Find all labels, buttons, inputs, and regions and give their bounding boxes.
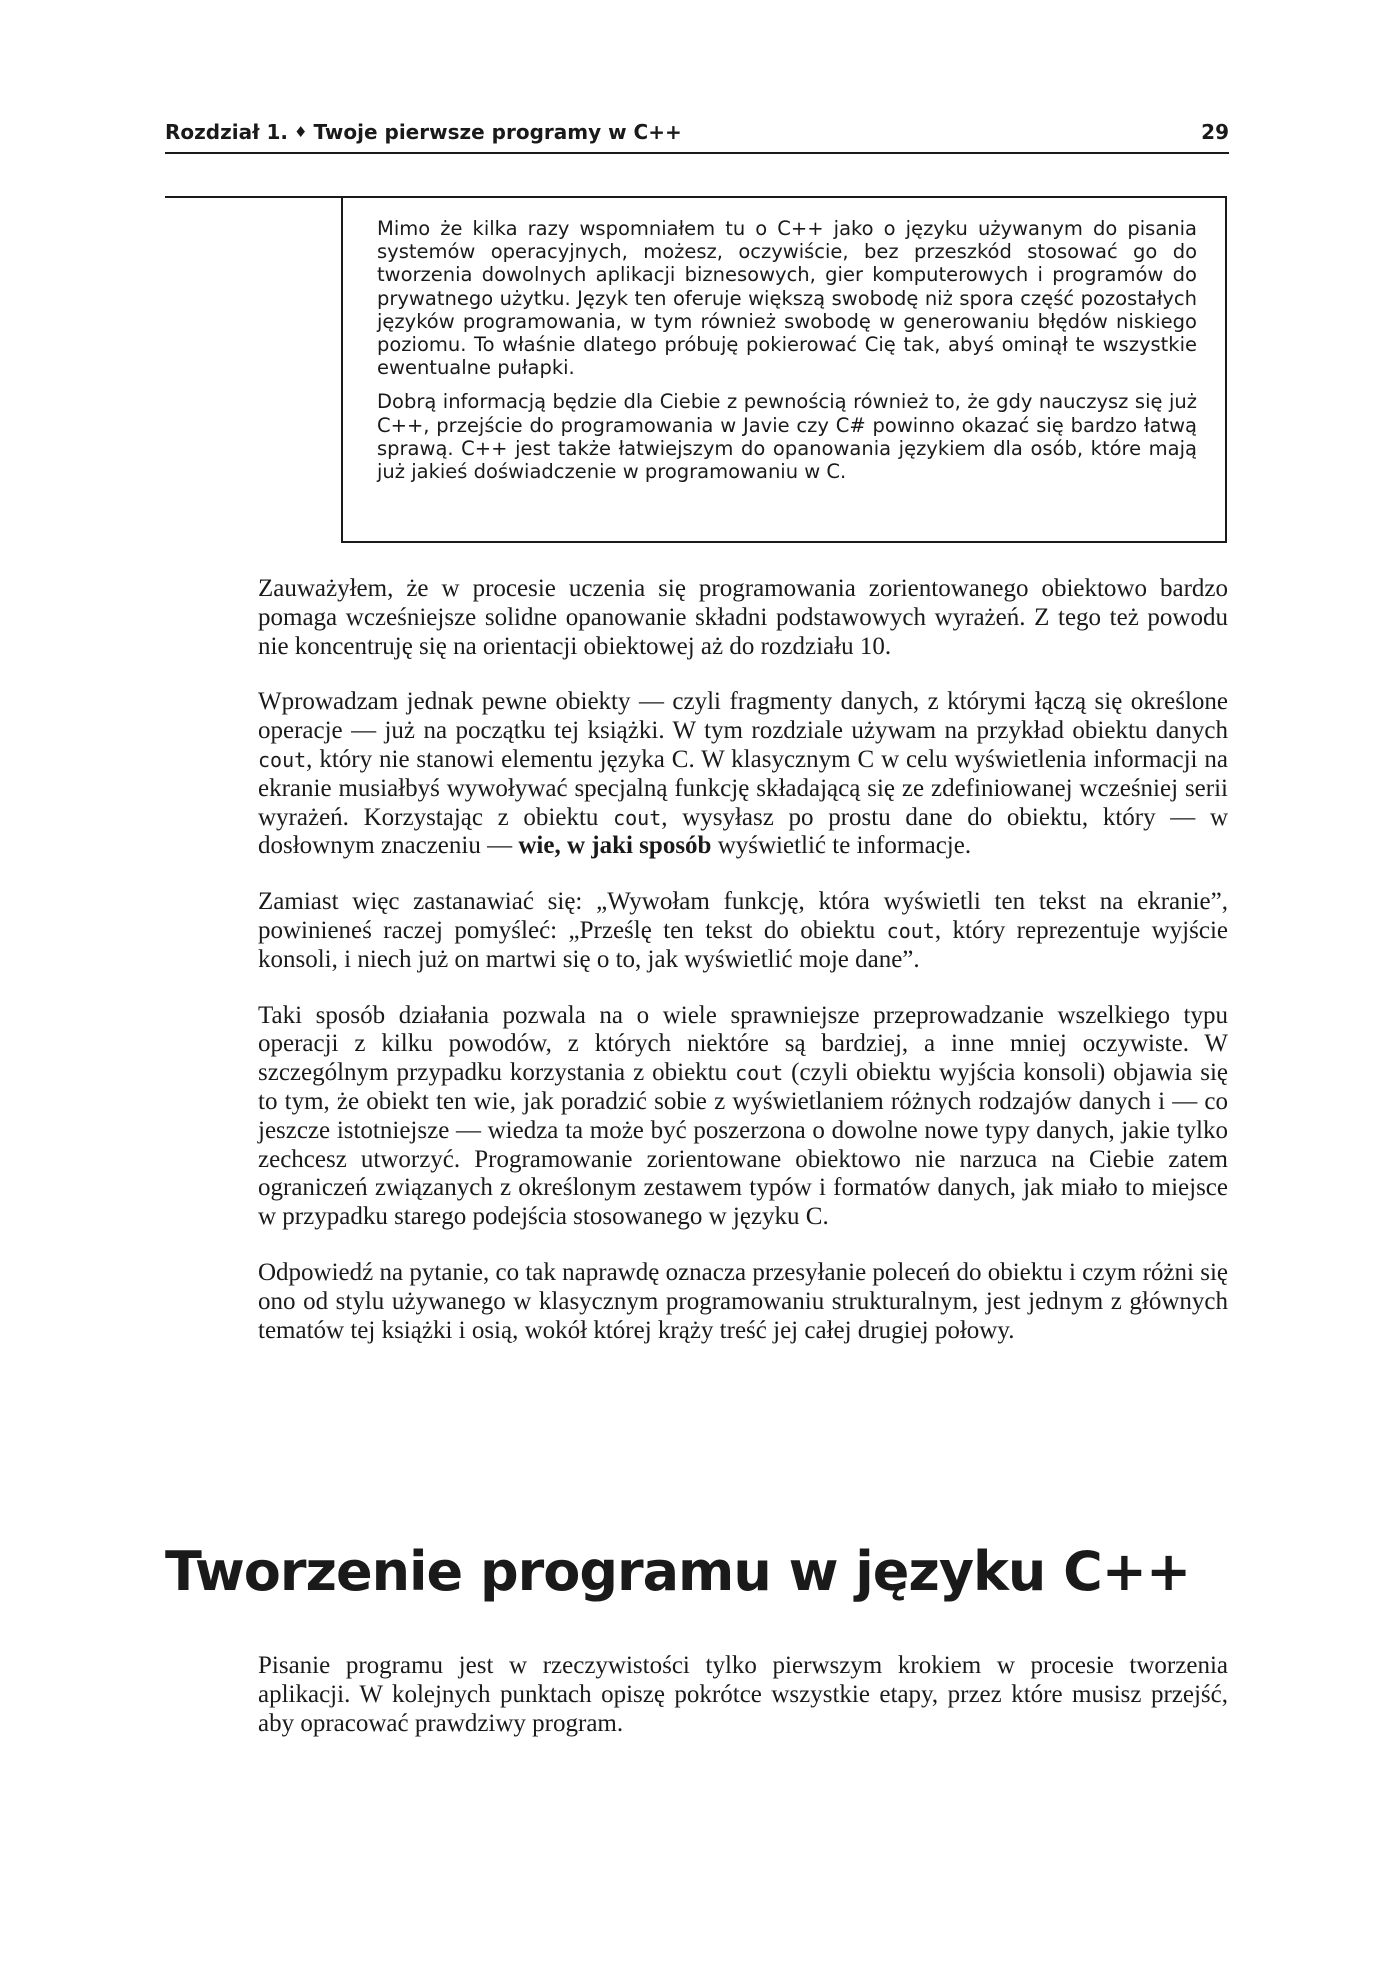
header-title	[165, 120, 682, 144]
diamond-icon: ♦	[294, 123, 308, 141]
text-run: , który reprezentuje wyjście konsoli, i niech już on martwi się o to, jak wyświetlić moje dane”.	[258, 916, 1228, 973]
section-paragraph: Pisanie programu jest w rzeczywistości tylko pierwszym krokiem w procesie tworzenia aplikacji. W kolejnych punktach opiszę pokrótce wszystkie etapy, przez które musisz przejść, aby opracować prawdziwy program.	[258, 1652, 1228, 1737]
note-side-rule	[165, 196, 341, 198]
chapter-label: Rozdział 1.	[165, 120, 288, 144]
section-heading: Tworzenie programu w języku C++	[165, 1540, 1191, 1603]
text-run: (czyli obiektu wyjścia konsoli) objawia się to tym, że obiekt ten wie, jak poradzić sobie z wyświetlaniem różnych rodzajów danych i — co jeszcze istotniejsze — wiedza ta może być poszerzona o dowolne nowe typy danych, jakie tylko zechcesz utworzyć. Programowanie zorientowane obiektowo nie narzuca na Ciebie zatem ograniczeń związanych z określonym zestawem typów i formatów danych, jak miało to miejsce w przypadku starego podejścia stosowanego w języku C.	[258, 1059, 1229, 1231]
body-paragraph: Zauważyłem, że w procesie uczenia się programowania zorientowanego obiektowo bardzo pomaga wcześniejsze solidne opanowanie składni podstawowych wyrażeń. Z tego też powodu nie koncentruję się na orientacji obiektowej aż do rozdziału 10.	[258, 575, 1228, 660]
section-body	[258, 1652, 1228, 1738]
note-box	[341, 196, 1227, 543]
body-paragraph	[258, 888, 1228, 974]
text-run: Taki sposób działania pozwala na o wiele sprawniejsze przeprowadzanie wszelkiego typu operacji z kilku powodów, z których niektóre są bardziej, a inne mniej oczywiste. W szczególnym przypadku korzystania z obiektu	[258, 1001, 1228, 1087]
body-paragraph	[258, 1002, 1228, 1232]
inline-code: cout	[613, 805, 662, 830]
text-run: Zamiast więc zastanawiać się: „Wywołam funkcję, która wyświetli ten tekst na ekranie”, powinieneś raczej pomyśleć: „Prześlę ten tekst do obiektu	[258, 888, 1228, 944]
running-header	[165, 116, 1229, 154]
inline-code: cout	[258, 747, 307, 772]
bold-text: wie, w jaki sposób	[518, 832, 712, 860]
page-number: 29	[1201, 120, 1229, 144]
inline-code: cout	[735, 1061, 784, 1086]
body-paragraph: Odpowiedź na pytanie, co tak naprawdę oznacza przesyłanie poleceń do obiektu i czym różni się ono od stylu używanego w klasycznym programowaniu strukturalnym, jest jednym z głównych tematów tej książki i osią, wokół której krąży treść jej całej drugiej połowy.	[258, 1258, 1228, 1344]
chapter-title: Twoje pierwsze programy w C++	[313, 120, 682, 144]
text-run: , wysyłasz po prostu dane do obiektu, który — w dosłownym znaczeniu —	[258, 803, 1229, 860]
text-run: Wprowadzam jednak pewne obiekty — czyli fragmenty danych, z którymi łączą się określone operacje — już na początku tej książki. W tym rozdziale używam na przykład obiektu danych	[258, 688, 1228, 745]
body-text	[258, 575, 1228, 1372]
text-run: wyświetlić te informacje.	[711, 832, 972, 860]
note-paragraph: Dobrą informacją będzie dla Ciebie z pewnością również to, że gdy nauczysz się już C++, przejście do programowania w Javie czy C# powinno okazać się bardzo łatwą sprawą. C++ jest także łatwiejszym do opanowania językiem dla osób, które mają już jakieś doświadczenie w programowaniu w C.	[377, 390, 1197, 484]
text-run: , który nie stanowi elementu języka C. W klasycznym C w celu wyświetlenia informacji na ekranie musiałbyś wywoływać specjalną funkcję składającą się ze zdefiniowanej wcześniej serii wyrażeń. Korzystając z obiektu	[258, 745, 1228, 831]
inline-code: cout	[886, 918, 935, 943]
note-paragraph: Mimo że kilka razy wspomniałem tu o C++ jako o języku używanym do pisania systemów operacyjnych, możesz, oczywiście, bez przeszkód stosować go do tworzenia dowolnych aplikacji biznesowych, gier komputerowych i programów do prywatnego użytku. Język ten oferuje większą swobodę niż spora część pozostałych języków programowania, w tym również swobodę w generowaniu błędów niskiego poziomu. To właśnie dlatego próbuję pokierować Cię tak, abyś ominął te wszystkie ewentualne pułapki.	[377, 217, 1197, 380]
body-paragraph	[258, 688, 1228, 861]
